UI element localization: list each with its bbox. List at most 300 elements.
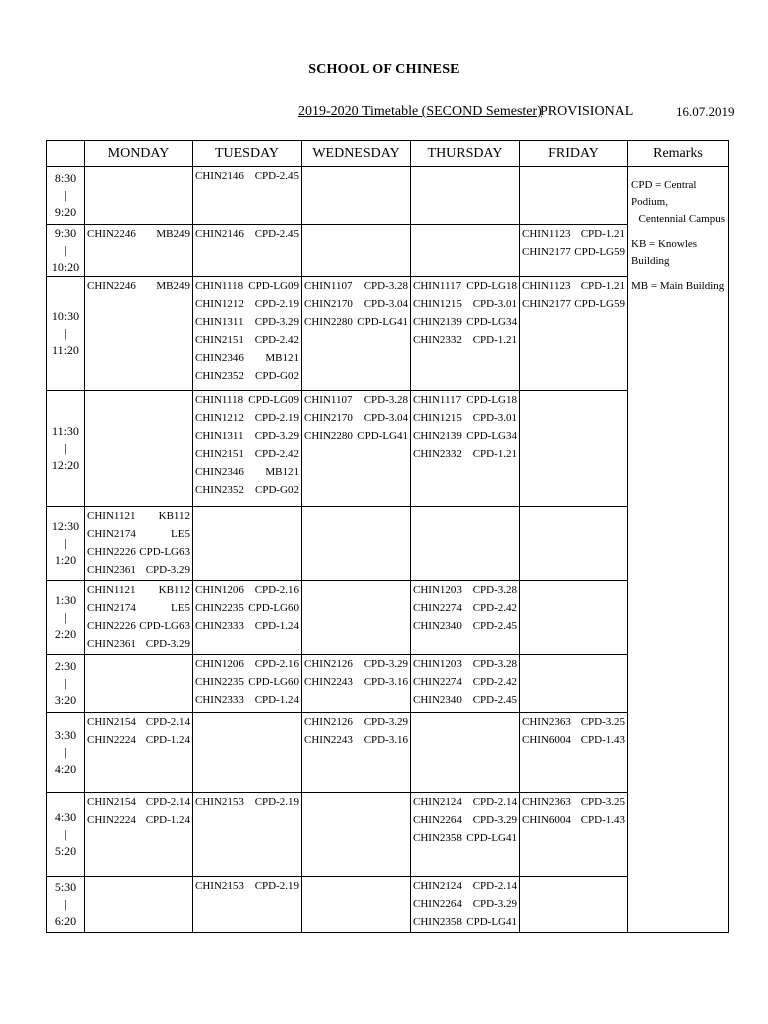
course-code: CHIN2352 xyxy=(195,370,244,382)
timetable-body xyxy=(47,167,729,933)
course-code: CHIN1311 xyxy=(195,316,244,328)
course-code: CHIN2146 xyxy=(195,170,244,182)
course-entry xyxy=(520,295,627,313)
day-cell-monday xyxy=(85,877,193,933)
course-entry xyxy=(411,445,519,463)
time-start: 1:30 xyxy=(54,593,77,607)
course-entry xyxy=(411,331,519,349)
venue: CPD-1.24 xyxy=(145,814,190,826)
time-sep: | xyxy=(64,188,67,202)
day-cell-thursday xyxy=(411,225,520,277)
time-slot-cell xyxy=(47,713,85,793)
time-slot-row xyxy=(47,167,729,225)
day-cell-wednesday xyxy=(302,581,411,655)
course-entry xyxy=(302,427,410,445)
venue: CPD-3.28 xyxy=(472,658,517,670)
time-start: 3:30 xyxy=(54,728,77,742)
col-header-thursday: THURSDAY xyxy=(411,141,520,167)
venue: CPD-LG59 xyxy=(574,298,625,310)
venue: CPD-2.45 xyxy=(254,170,299,182)
course-code: CHIN1118 xyxy=(195,280,244,292)
course-entry xyxy=(520,243,627,261)
course-entry xyxy=(411,829,519,847)
course-code: CHIN2363 xyxy=(522,716,571,728)
col-header-remarks: Remarks xyxy=(628,141,729,167)
course-entry xyxy=(302,673,410,691)
time-slot-cell xyxy=(47,581,85,655)
course-code: CHIN2346 xyxy=(195,352,244,364)
day-cell-monday xyxy=(85,391,193,507)
course-entry xyxy=(302,731,410,749)
status-label: PROVISIONAL xyxy=(540,104,634,119)
venue: CPD-LG63 xyxy=(139,546,190,558)
course-entry xyxy=(85,561,192,579)
course-code: CHIN2126 xyxy=(304,658,353,670)
day-cell-monday xyxy=(85,507,193,581)
time-start: 2:30 xyxy=(54,659,77,673)
course-code: CHIN1118 xyxy=(195,394,244,406)
time-slot-row xyxy=(47,877,729,933)
course-code: CHIN2246 xyxy=(87,228,136,240)
day-cell-wednesday xyxy=(302,507,411,581)
course-code: CHIN2177 xyxy=(522,298,571,310)
venue: MB121 xyxy=(265,466,299,478)
time-start: 12:30 xyxy=(51,519,80,533)
course-code: CHIN2280 xyxy=(304,430,353,442)
course-code: CHIN2363 xyxy=(522,796,571,808)
venue: CPD-2.16 xyxy=(254,584,299,596)
venue: CPD-LG41 xyxy=(466,916,517,928)
course-entry xyxy=(411,793,519,811)
day-cell-thursday xyxy=(411,167,520,225)
course-code: CHIN1206 xyxy=(195,584,244,596)
course-entry xyxy=(520,811,627,829)
venue: CPD-1.24 xyxy=(254,694,299,706)
venue: CPD-2.14 xyxy=(145,796,190,808)
venue: MB121 xyxy=(265,352,299,364)
course-entry xyxy=(520,713,627,731)
course-entry xyxy=(193,445,301,463)
remark-line: MB = Main Building xyxy=(631,280,725,292)
venue: CPD-LG63 xyxy=(139,620,190,632)
time-end: 6:20 xyxy=(54,914,77,928)
day-cell-wednesday xyxy=(302,225,411,277)
venue: CPD-3.29 xyxy=(472,814,517,826)
course-code: CHIN2333 xyxy=(195,694,244,706)
course-entry xyxy=(193,367,301,385)
timetable xyxy=(46,140,729,933)
venue: CPD-2.45 xyxy=(254,228,299,240)
course-code: CHIN2146 xyxy=(195,228,244,240)
day-cell-friday xyxy=(520,391,628,507)
course-code: CHIN2274 xyxy=(413,676,462,688)
time-slot-row xyxy=(47,277,729,391)
day-cell-friday xyxy=(520,581,628,655)
venue: LE5 xyxy=(171,602,190,614)
remark-line: KB = Knowles Building xyxy=(631,238,698,267)
time-sep: | xyxy=(64,827,67,841)
course-code: CHIN2264 xyxy=(413,814,462,826)
time-sep: | xyxy=(64,897,67,911)
time-slot-row xyxy=(47,655,729,713)
timetable-label: 2019-2020 Timetable (SECOND Semester) xyxy=(298,104,542,119)
course-entry xyxy=(193,391,301,409)
day-cell-friday xyxy=(520,655,628,713)
course-code: CHIN1107 xyxy=(304,394,353,406)
course-entry xyxy=(302,655,410,673)
venue: CPD-3.01 xyxy=(472,412,517,424)
course-entry xyxy=(193,617,301,635)
course-code: CHIN2151 xyxy=(195,448,244,460)
venue: CPD-3.28 xyxy=(472,584,517,596)
course-entry xyxy=(193,409,301,427)
day-cell-friday xyxy=(520,167,628,225)
course-entry xyxy=(85,617,192,635)
venue: CPD-3.29 xyxy=(363,716,408,728)
time-start: 8:30 xyxy=(54,171,77,185)
course-code: CHIN2243 xyxy=(304,676,353,688)
course-code: CHIN2358 xyxy=(413,916,462,928)
course-code: CHIN2139 xyxy=(413,316,462,328)
time-slot-cell xyxy=(47,167,85,225)
day-cell-tuesday xyxy=(193,581,302,655)
course-entry xyxy=(193,691,301,709)
issue-date: 16.07.2019 xyxy=(676,104,735,119)
time-end: 2:20 xyxy=(54,627,77,641)
venue: CPD-1.21 xyxy=(472,448,517,460)
venue: LE5 xyxy=(171,528,190,540)
venue: CPD-2.14 xyxy=(472,796,517,808)
day-cell-monday xyxy=(85,793,193,877)
course-entry xyxy=(193,673,301,691)
course-code: CHIN2358 xyxy=(413,832,462,844)
remark-note xyxy=(628,278,728,295)
course-entry xyxy=(411,295,519,313)
course-code: CHIN2124 xyxy=(413,880,462,892)
venue: CPD-1.21 xyxy=(580,228,625,240)
course-code: CHIN1215 xyxy=(413,412,462,424)
venue: CPD-LG41 xyxy=(466,832,517,844)
day-cell-tuesday xyxy=(193,167,302,225)
day-cell-thursday xyxy=(411,793,520,877)
course-code: CHIN2264 xyxy=(413,898,462,910)
venue: CPD-2.42 xyxy=(254,334,299,346)
course-entry xyxy=(85,225,192,243)
course-code: CHIN2177 xyxy=(522,246,571,258)
time-slot-row xyxy=(47,713,729,793)
venue: CPD-1.24 xyxy=(145,734,190,746)
course-code: CHIN2224 xyxy=(87,734,136,746)
day-cell-thursday xyxy=(411,507,520,581)
course-entry xyxy=(85,581,192,599)
course-entry xyxy=(411,313,519,331)
time-sep: | xyxy=(64,610,67,624)
time-sep: | xyxy=(64,536,67,550)
course-entry xyxy=(302,409,410,427)
day-cell-thursday xyxy=(411,277,520,391)
time-slot-row xyxy=(47,225,729,277)
venue: CPD-LG41 xyxy=(357,430,408,442)
course-code: CHIN2361 xyxy=(87,564,136,576)
course-code: CHIN2346 xyxy=(195,466,244,478)
venue: CPD-3.04 xyxy=(363,298,408,310)
course-entry xyxy=(411,427,519,445)
day-cell-wednesday xyxy=(302,391,411,507)
course-entry xyxy=(193,225,301,243)
course-entry xyxy=(85,811,192,829)
day-cell-tuesday xyxy=(193,391,302,507)
course-code: CHIN2174 xyxy=(87,602,136,614)
day-cell-monday xyxy=(85,167,193,225)
venue: MB249 xyxy=(156,280,190,292)
time-slot-cell xyxy=(47,277,85,391)
venue: KB112 xyxy=(158,510,190,522)
course-code: CHIN2246 xyxy=(87,280,136,292)
course-entry xyxy=(193,599,301,617)
course-entry xyxy=(193,349,301,367)
venue: CPD-3.29 xyxy=(254,316,299,328)
course-code: CHIN2226 xyxy=(87,620,136,632)
venue: CPD-LG60 xyxy=(248,602,299,614)
course-code: CHIN6004 xyxy=(522,734,571,746)
day-cell-thursday xyxy=(411,877,520,933)
course-code: CHIN1123 xyxy=(522,228,571,240)
course-code: CHIN1212 xyxy=(195,298,244,310)
time-end: 5:20 xyxy=(54,844,77,858)
day-cell-wednesday xyxy=(302,167,411,225)
time-end: 9:20 xyxy=(54,205,77,219)
venue: CPD-LG09 xyxy=(248,280,299,292)
course-entry xyxy=(302,713,410,731)
course-entry xyxy=(193,481,301,499)
day-cell-wednesday xyxy=(302,877,411,933)
day-cell-friday xyxy=(520,793,628,877)
venue: CPD-3.25 xyxy=(580,796,625,808)
time-slot-cell xyxy=(47,507,85,581)
venue: CPD-LG18 xyxy=(466,394,517,406)
day-cell-thursday xyxy=(411,655,520,713)
venue: CPD-3.29 xyxy=(472,898,517,910)
course-code: CHIN2174 xyxy=(87,528,136,540)
course-code: CHIN2153 xyxy=(195,796,244,808)
venue: CPD-2.19 xyxy=(254,298,299,310)
day-cell-tuesday xyxy=(193,225,302,277)
course-code: CHIN2280 xyxy=(304,316,353,328)
day-cell-monday xyxy=(85,581,193,655)
time-slot-cell xyxy=(47,793,85,877)
venue: CPD-3.29 xyxy=(254,430,299,442)
course-entry xyxy=(193,463,301,481)
course-entry xyxy=(85,599,192,617)
venue: CPD-2.45 xyxy=(472,694,517,706)
document-title: SCHOOL OF CHINESE xyxy=(308,62,460,77)
course-entry xyxy=(520,225,627,243)
time-slot-row xyxy=(47,507,729,581)
course-code: CHIN1206 xyxy=(195,658,244,670)
course-code: CHIN1215 xyxy=(413,298,462,310)
venue: CPD-1.21 xyxy=(472,334,517,346)
course-entry xyxy=(193,427,301,445)
course-code: CHIN2340 xyxy=(413,620,462,632)
course-code: CHIN2235 xyxy=(195,602,244,614)
course-code: CHIN2340 xyxy=(413,694,462,706)
course-code: CHIN2361 xyxy=(87,638,136,650)
day-cell-monday xyxy=(85,713,193,793)
course-entry xyxy=(85,277,192,295)
course-entry xyxy=(193,655,301,673)
course-code: CHIN2170 xyxy=(304,298,353,310)
course-code: CHIN1203 xyxy=(413,658,462,670)
time-slot-row xyxy=(47,581,729,655)
course-code: CHIN1203 xyxy=(413,584,462,596)
course-code: CHIN1123 xyxy=(522,280,571,292)
course-code: CHIN2332 xyxy=(413,448,462,460)
day-cell-friday xyxy=(520,225,628,277)
venue: CPD-3.28 xyxy=(363,280,408,292)
day-cell-monday xyxy=(85,655,193,713)
course-entry xyxy=(411,599,519,617)
venue: CPD-2.14 xyxy=(145,716,190,728)
course-code: CHIN2352 xyxy=(195,484,244,496)
time-slot-cell xyxy=(47,877,85,933)
day-cell-thursday xyxy=(411,713,520,793)
remarks-cell xyxy=(628,167,729,933)
course-entry xyxy=(411,673,519,691)
day-cell-friday xyxy=(520,507,628,581)
venue: CPD-2.42 xyxy=(472,602,517,614)
day-cell-friday xyxy=(520,713,628,793)
day-cell-wednesday xyxy=(302,277,411,391)
course-entry xyxy=(193,877,301,895)
remark-note xyxy=(628,236,728,270)
course-code: CHIN2170 xyxy=(304,412,353,424)
col-header-monday: MONDAY xyxy=(85,141,193,167)
venue: CPD-LG41 xyxy=(357,316,408,328)
venue: CPD-G02 xyxy=(254,484,299,496)
venue: CPD-2.45 xyxy=(472,620,517,632)
remark-line: Centennial Campus xyxy=(638,213,725,225)
venue: CPD-G02 xyxy=(254,370,299,382)
course-code: CHIN2226 xyxy=(87,546,136,558)
venue: CPD-3.29 xyxy=(145,638,190,650)
course-code: CHIN2235 xyxy=(195,676,244,688)
time-end: 10:20 xyxy=(51,260,80,274)
course-entry xyxy=(411,913,519,931)
time-slot-cell xyxy=(47,391,85,507)
venue: CPD-LG09 xyxy=(248,394,299,406)
time-end: 1:20 xyxy=(54,553,77,567)
venue: CPD-LG18 xyxy=(466,280,517,292)
venue: CPD-3.01 xyxy=(472,298,517,310)
course-entry xyxy=(302,391,410,409)
course-entry xyxy=(193,167,301,185)
venue: CPD-1.43 xyxy=(580,734,625,746)
course-entry xyxy=(302,313,410,331)
course-code: CHIN2126 xyxy=(304,716,353,728)
venue: CPD-LG34 xyxy=(466,316,517,328)
course-code: CHIN1121 xyxy=(87,584,136,596)
course-entry xyxy=(193,313,301,331)
col-header-wednesday: WEDNESDAY xyxy=(302,141,411,167)
course-code: CHIN2139 xyxy=(413,430,462,442)
course-code: CHIN1117 xyxy=(413,394,462,406)
col-header-friday: FRIDAY xyxy=(520,141,628,167)
remark-note xyxy=(628,177,728,228)
course-entry xyxy=(520,793,627,811)
remark-line: CPD = Central Podium, xyxy=(631,179,697,208)
course-entry xyxy=(193,581,301,599)
course-code: CHIN6004 xyxy=(522,814,571,826)
time-end: 4:20 xyxy=(54,762,77,776)
time-sep: | xyxy=(64,326,67,340)
course-entry xyxy=(411,895,519,913)
course-entry xyxy=(85,713,192,731)
course-entry xyxy=(193,793,301,811)
time-start: 4:30 xyxy=(54,810,77,824)
time-start: 11:30 xyxy=(52,424,79,438)
course-code: CHIN2153 xyxy=(195,880,244,892)
course-entry xyxy=(193,331,301,349)
time-start: 10:30 xyxy=(51,309,80,323)
venue: CPD-3.04 xyxy=(363,412,408,424)
venue: CPD-2.14 xyxy=(472,880,517,892)
course-code: CHIN2154 xyxy=(87,716,136,728)
venue: CPD-3.16 xyxy=(363,676,408,688)
venue: CPD-LG60 xyxy=(248,676,299,688)
course-code: CHIN1121 xyxy=(87,510,136,522)
venue: CPD-2.42 xyxy=(254,448,299,460)
venue: CPD-3.29 xyxy=(363,658,408,670)
course-entry xyxy=(302,295,410,313)
course-entry xyxy=(411,277,519,295)
day-cell-tuesday xyxy=(193,277,302,391)
course-code: CHIN2243 xyxy=(304,734,353,746)
venue: CPD-2.19 xyxy=(254,880,299,892)
day-cell-monday xyxy=(85,277,193,391)
course-entry xyxy=(411,655,519,673)
day-cell-monday xyxy=(85,225,193,277)
course-entry xyxy=(411,691,519,709)
course-code: CHIN2332 xyxy=(413,334,462,346)
course-entry xyxy=(85,525,192,543)
course-entry xyxy=(411,877,519,895)
day-cell-tuesday xyxy=(193,713,302,793)
time-slot-cell xyxy=(47,225,85,277)
course-code: CHIN2124 xyxy=(413,796,462,808)
course-code: CHIN2333 xyxy=(195,620,244,632)
course-entry xyxy=(520,277,627,295)
day-cell-tuesday xyxy=(193,877,302,933)
course-entry xyxy=(411,409,519,427)
venue: CPD-1.43 xyxy=(580,814,625,826)
time-end: 3:20 xyxy=(54,693,77,707)
course-code: CHIN1212 xyxy=(195,412,244,424)
venue: CPD-3.16 xyxy=(363,734,408,746)
course-code: CHIN2274 xyxy=(413,602,462,614)
venue: CPD-2.19 xyxy=(254,412,299,424)
time-slot-cell xyxy=(47,655,85,713)
day-cell-tuesday xyxy=(193,793,302,877)
time-sep: | xyxy=(64,243,67,257)
venue: CPD-LG59 xyxy=(574,246,625,258)
day-cell-thursday xyxy=(411,391,520,507)
venue: CPD-1.21 xyxy=(580,280,625,292)
day-cell-wednesday xyxy=(302,655,411,713)
course-entry xyxy=(85,543,192,561)
course-entry xyxy=(193,295,301,313)
time-slot-row xyxy=(47,793,729,877)
venue: CPD-1.24 xyxy=(254,620,299,632)
